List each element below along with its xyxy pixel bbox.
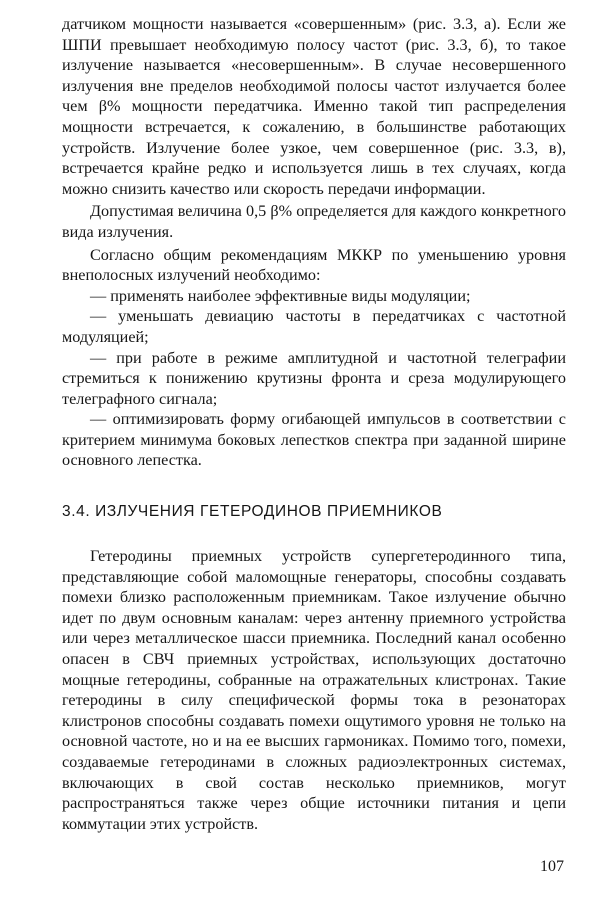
- list-item: — оптимизировать форму огибающей импульсов в соответствии с критерием минимума боковых лепестков спектра при заданной ширине основного лепестка.: [62, 410, 566, 470]
- section-heading: 3.4. ИЗЛУЧЕНИЯ ГЕТЕРОДИНОВ ПРИЕМНИКОВ: [62, 503, 443, 521]
- list-item: — применять наиболее эффективные виды модуляции;: [90, 286, 471, 305]
- paragraph-emission-types: датчиком мощности называется «совершенным» (рис. 3.3, а). Если же ШПИ превышает необходимую полосу частот (рис. 3.3, б), то такое излучение называется «несовершенным». В случае несовершенного излучения вне пределов необходимой полосы частот излучается более чем β% мощности передатчика. Именно такой тип распределения мощности встречается, к сожалению, в большинстве работающих устройств. Излучение более узкое, чем совершенное (рис. 3.3, в), встречается крайне редко и используется лишь в тех случаях, когда можно снизить качество или скорость передачи информации.: [62, 15, 566, 198]
- page-number: 107: [540, 858, 564, 875]
- page-body: [62, 14, 566, 834]
- list-item: — при работе в режиме амплитудной и частотной телеграфии стремиться к понижению крутизны фронта и среза модулирующего телеграфного сигнала;: [62, 348, 566, 408]
- list-item: — уменьшать девиацию частоты в передатчиках с частотной модуляцией;: [62, 307, 566, 346]
- paragraph-heterodynes: Гетеродины приемных устройств супергетеродинного типа, представляющие собой маломощные генераторы, способны создавать помехи близко расположенным приемникам. Такое излучение обычно идет по двум основным каналам: через антенну приемного устройства или через металлическое шасси приемника. Последний канал особенно опасен в СВЧ приемных устройствах, использующих достаточно мощные гетеродины, собранные на отражательных клистронах. Такие гетеродины в силу специфической формы тока в резонаторах клистронов способны создавать помехи ощутимого уровня не только на основной частоте, но и на ее высших гармониках. Помимо того, помехи, создаваемые гетеродинами в сложных радиоэлектронных системах, включающих в свой состав несколько приемников, могут распространяться также через общие источники питания и цепи коммутации этих устройств.: [62, 547, 566, 833]
- paragraph-permissible-value: Допустимая величина 0,5 β% определяется для каждого конкретного вида излучения.: [62, 202, 566, 241]
- paragraph-ccir-recommendations: Согласно общим рекомендациям МККР по уменьшению уровня внеполосных излучений необходимо:: [62, 245, 566, 285]
